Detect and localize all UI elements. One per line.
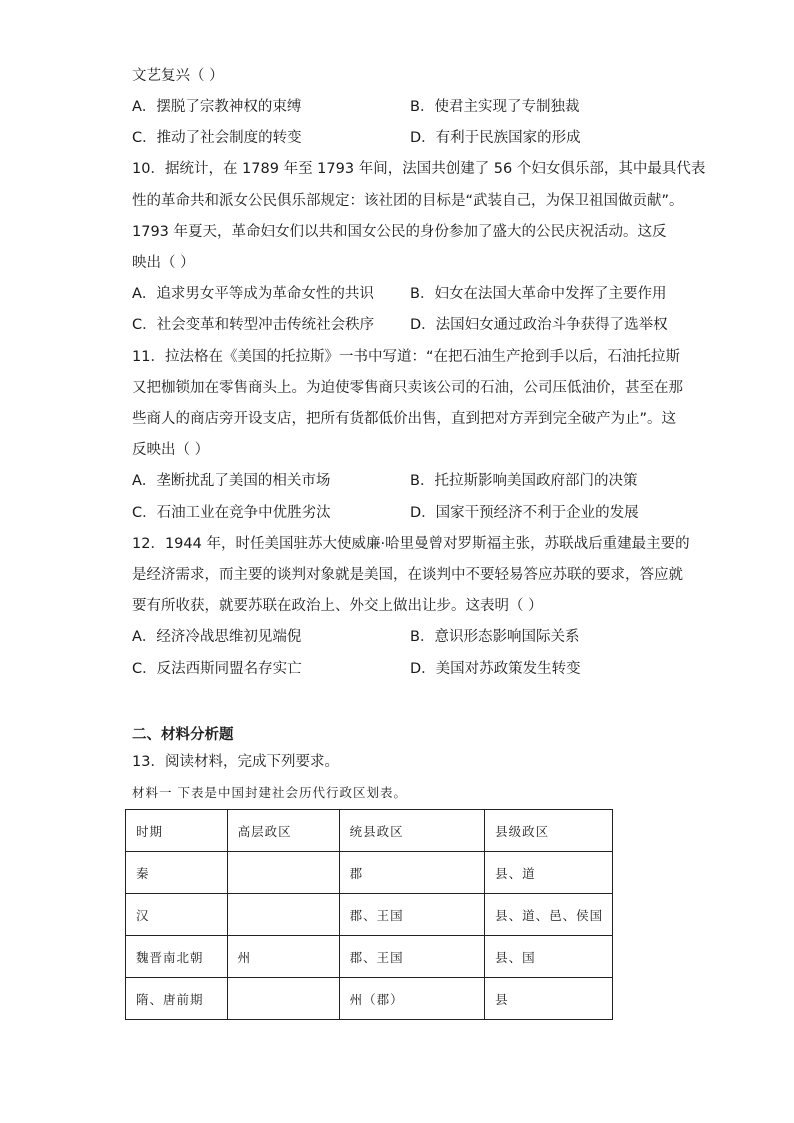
- table-cell: 州: [227, 936, 339, 978]
- q11-option-d[interactable]: D．国家干预经济不利于企业的发展: [410, 505, 639, 521]
- q12-stem-line-2: 是经济需求，而主要的谈判对象就是美国，在谈判中不要轻易答应苏联的要求，答应就: [132, 567, 683, 583]
- table-header-cell: 时期: [126, 810, 228, 852]
- table-row: [126, 852, 613, 894]
- q11-option-a[interactable]: A．垄断扰乱了美国的相关市场: [132, 473, 331, 489]
- q11-option-c[interactable]: C．石油工业在竞争中优胜劣汰: [132, 505, 331, 521]
- material-1-caption: 材料一 下表是中国封建社会历代行政区划表。: [132, 785, 407, 800]
- table-header-row: [126, 810, 613, 852]
- q10-option-d[interactable]: D．法国妇女通过政治斗争获得了选举权: [410, 317, 668, 333]
- table-cell: 郡、王国: [339, 936, 484, 978]
- table-cell: 县、道: [485, 852, 613, 894]
- table-cell: 魏晋南北朝: [126, 936, 228, 978]
- section-heading: 二、材料分析题: [132, 727, 234, 743]
- q10-stem-line-3: 1793 年夏天，革命妇女们以共和国女公民的身份参加了盛大的公民庆祝活动。这反: [132, 224, 667, 240]
- q9-stem: 文艺复兴（ ）: [132, 68, 224, 84]
- table-row: [126, 978, 613, 1020]
- table-cell: 州（郡）: [339, 978, 484, 1020]
- table-header-cell: 县级政区: [485, 810, 613, 852]
- q10-stem-line-1: 10．据统计，在 1789 年至 1793 年间，法国共创建了 56 个妇女俱乐部，其中最具代表: [132, 161, 706, 177]
- q11-stem-line-4: 反映出（ ）: [132, 442, 210, 458]
- q12-option-b[interactable]: B．意识形态影响国际关系: [410, 629, 580, 645]
- q12-option-c[interactable]: C．反法西斯同盟名存实亡: [132, 661, 302, 677]
- table-row: [126, 936, 613, 978]
- table-cell: 郡、王国: [339, 894, 484, 936]
- table-cell: 汉: [126, 894, 228, 936]
- q9-option-d[interactable]: D．有利于民族国家的形成: [410, 130, 581, 146]
- q10-option-c[interactable]: C．社会变革和转型冲击传统社会秩序: [132, 317, 375, 333]
- q11-option-b[interactable]: B．托拉斯影响美国政府部门的决策: [410, 473, 638, 489]
- q10-option-b[interactable]: B．妇女在法国大革命中发挥了主要作用: [410, 286, 667, 302]
- q11-stem-line-2: 又把枷锁加在零售商头上。为迫使零售商只卖该公司的石油，公司压低油价，甚至在那: [132, 380, 683, 396]
- table-cell: [227, 978, 339, 1020]
- table-cell: 郡: [339, 852, 484, 894]
- table-cell: [227, 894, 339, 936]
- q10-stem-line-4: 映出（ ）: [132, 255, 195, 271]
- admin-division-table: [125, 809, 613, 1020]
- q13-stem: 13．阅读材料，完成下列要求。: [132, 754, 339, 770]
- q9-option-b[interactable]: B．使君主实现了专制独裁: [410, 99, 580, 115]
- table-cell: 秦: [126, 852, 228, 894]
- table-cell: 县、国: [485, 936, 613, 978]
- q10-option-a[interactable]: A．追求男女平等成为革命女性的共识: [132, 286, 374, 302]
- q9-option-a[interactable]: A．摆脱了宗教神权的束缚: [132, 99, 302, 115]
- q12-stem-line-1: 12．1944 年，时任美国驻苏大使威廉·哈里曼曾对罗斯福主张，苏联战后重建最主要的: [132, 536, 690, 552]
- q12-option-d[interactable]: D．美国对苏政策发生转变: [410, 661, 581, 677]
- table-cell: 县: [485, 978, 613, 1020]
- table-cell: 县、道、邑、侯国: [485, 894, 613, 936]
- q12-option-a[interactable]: A．经济冷战思维初见端倪: [132, 629, 302, 645]
- q9-option-c[interactable]: C．推动了社会制度的转变: [132, 130, 302, 146]
- table-row: [126, 894, 613, 936]
- q12-stem-line-3: 要有所收获，就要苏联在政治上、外交上做出让步。这表明（ ）: [132, 598, 543, 614]
- table-header-cell: 高层政区: [227, 810, 339, 852]
- q11-stem-line-1: 11．拉法格在《美国的托拉斯》一书中写道：“在把石油生产抢到手以后，石油托拉斯: [132, 349, 680, 365]
- q10-stem-line-2: 性的革命共和派女公民俱乐部规定：该社团的目标是“武装自己，为保卫祖国做贡献”。: [132, 193, 684, 209]
- table-cell: 隋、唐前期: [126, 978, 228, 1020]
- q11-stem-line-3: 些商人的商店旁开设支店，把所有货都低价出售，直到把对方弄到完全破产为止”。这: [132, 411, 677, 427]
- table-header-cell: 统县政区: [339, 810, 484, 852]
- table-cell: [227, 852, 339, 894]
